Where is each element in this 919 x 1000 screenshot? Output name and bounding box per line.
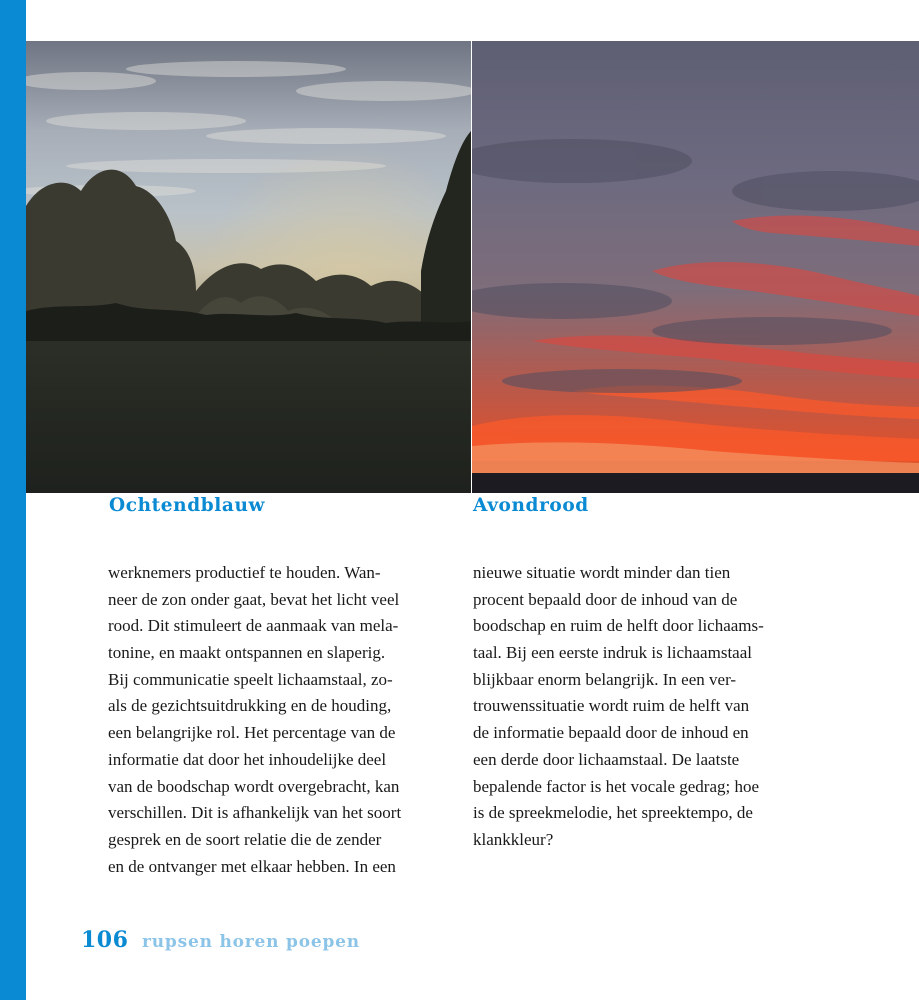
text-line: trouwenssituatie wordt ruim de helft van xyxy=(473,696,750,716)
text-line: gesprek en de soort relatie die de zender xyxy=(108,829,382,849)
text-line: tonine, en maakt ontspannen en slaperig. xyxy=(108,643,386,663)
page-number: 106 xyxy=(81,927,129,953)
page-footer xyxy=(81,927,360,953)
text-line: een derde door lichaamstaal. De laatste xyxy=(473,749,740,769)
text-line: taal. Bij een eerste indruk is lichaamstaal xyxy=(473,643,752,663)
text-line: en de ontvanger met elkaar hebben. In een xyxy=(108,856,396,876)
text-line: werknemers productief te houden. Wan- xyxy=(108,563,381,582)
text-column-left xyxy=(108,560,401,880)
text-line: van de boodschap wordt overgebracht, kan xyxy=(108,776,400,796)
text-line: een belangrijke rol. Het percentage van de xyxy=(108,723,396,743)
red-sunset-illustration xyxy=(472,41,919,493)
text-column-right xyxy=(473,560,764,854)
misty-morning-photo xyxy=(26,41,471,493)
text-line: procent bepaald door de inhoud van de xyxy=(473,589,738,609)
caption-right: Avondrood xyxy=(473,495,589,516)
text-line: blijkbaar enorm belangrijk. In een ver- xyxy=(473,669,737,689)
text-line: informatie dat door het inhoudelijke deel xyxy=(108,749,387,769)
text-line: nieuwe situatie wordt minder dan tien xyxy=(473,563,731,582)
text-line: klankkleur? xyxy=(473,829,554,849)
text-line: rood. Dit stimuleert de aanmaak van mela- xyxy=(108,616,399,636)
text-line: Bij communicatie speelt lichaamstaal, zo- xyxy=(108,669,393,689)
caption-left: Ochtendblauw xyxy=(109,495,266,516)
text-line: verschillen. Dit is afhankelijk van het soort xyxy=(108,803,402,823)
text-line: is de spreekmelodie, het spreektempo, de xyxy=(473,803,753,823)
text-line: boodschap en ruim de helft door lichaams- xyxy=(473,616,764,636)
text-line: bepalende factor is het vocale gedrag; hoe xyxy=(473,776,760,796)
text-line: als de gezichtsuitdrukking en de houding, xyxy=(108,696,392,716)
text-line: de informatie bepaald door de inhoud en xyxy=(473,723,749,743)
text-line: neer de zon onder gaat, bevat het licht veel xyxy=(108,589,400,609)
red-sunset-photo xyxy=(472,41,919,493)
book-title: rupsen horen poepen xyxy=(142,932,360,952)
misty-morning-illustration xyxy=(26,41,471,493)
page-edge-color-band xyxy=(0,0,26,1000)
